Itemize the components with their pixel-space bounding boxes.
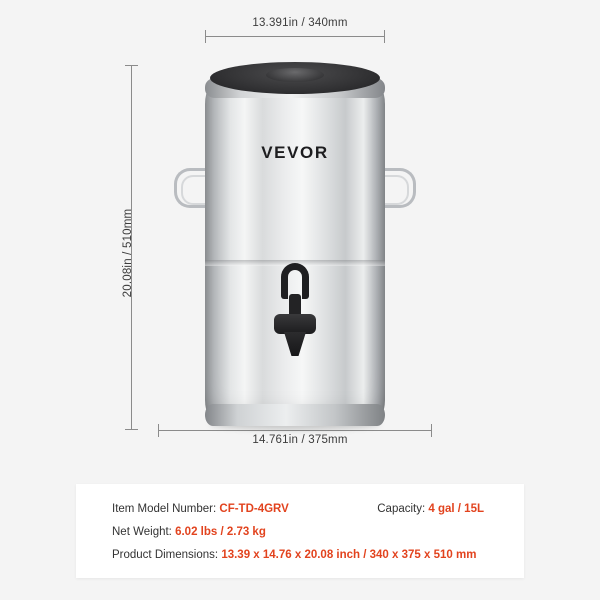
dispenser-body — [205, 78, 385, 426]
capacity-value: 4 gal / 15L — [428, 503, 484, 515]
weight-value: 6.02 lbs / 2.73 kg — [175, 526, 266, 538]
bottom-dimension-line — [158, 430, 432, 431]
top-dimension-label: 13.391in / 340mm — [252, 17, 348, 29]
model-label: Item Model Number: — [112, 503, 217, 515]
weight-label: Net Weight: — [112, 526, 172, 538]
spec-row-model — [112, 503, 504, 515]
product-dimensions-label: Product Dimensions: — [112, 549, 219, 561]
capacity-label: Capacity: — [377, 503, 426, 515]
top-dimension-line — [205, 36, 385, 37]
capacity-group — [377, 503, 484, 515]
model-value: CF-TD-4GRV — [219, 503, 289, 515]
beverage-dispenser-image — [158, 48, 432, 426]
product-dimensions-value: 13.39 x 14.76 x 20.08 inch / 340 x 375 x 510 mm — [221, 549, 477, 561]
left-dimension-label: 20.08in / 510mm — [122, 208, 134, 298]
lid-knob — [266, 68, 324, 82]
spigot-body — [274, 314, 316, 334]
spec-card — [76, 484, 524, 578]
brand-logo-text: VEVOR — [261, 143, 329, 162]
spec-row-dimensions — [112, 549, 504, 561]
bottom-rim — [205, 404, 385, 426]
bottom-dimension-label: 14.761in / 375mm — [252, 434, 348, 446]
spec-row-weight — [112, 526, 504, 538]
